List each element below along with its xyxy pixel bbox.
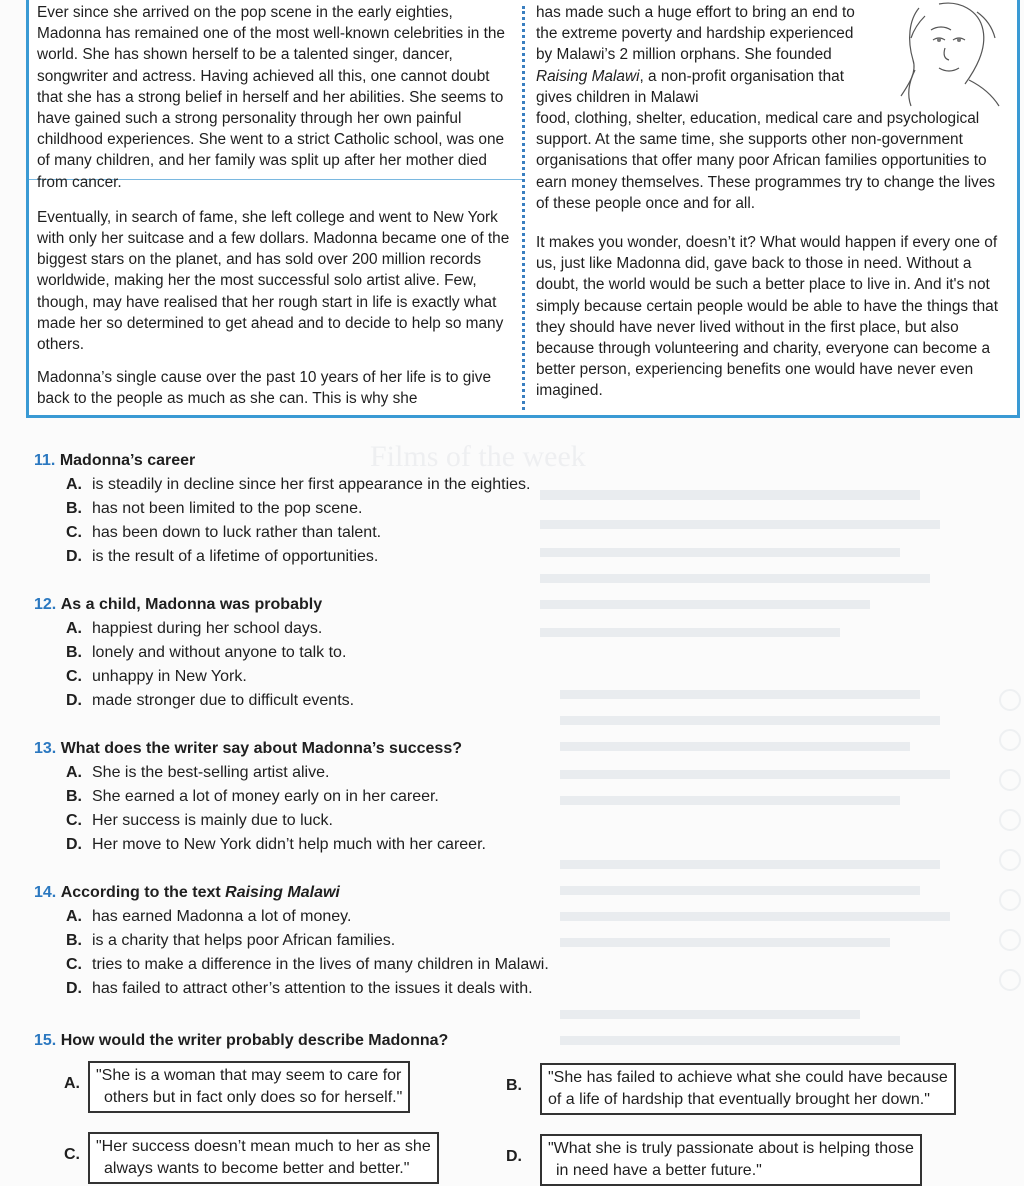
question-number: 13. [34, 740, 57, 757]
option-a[interactable]: A. is steadily in decline since her first appearance in the eighties. [66, 476, 531, 493]
option-d[interactable]: D. is the result of a lifetime of opportunities. [66, 548, 379, 565]
option-a[interactable]: A. has earned Madonna a lot of money. [66, 908, 352, 925]
question-number: 14. [34, 884, 57, 901]
question-11 [34, 449, 530, 569]
answer-label: A. [64, 1075, 80, 1092]
passage-paragraph-4-mid: , a non-profit organisation that gives children in Malawi [536, 67, 844, 106]
question-12 [34, 593, 354, 713]
quote-box: "She has failed to achieve what she could have because of a life of hardship that eventually brought her down." [540, 1063, 956, 1115]
question-stem-italic: Raising Malawi [225, 884, 340, 901]
option-d[interactable]: D. made stronger due to difficult events. [66, 692, 355, 709]
passage-paragraph-4-end: food, clothing, shelter, education, medical care and psychological support. At the same time, she supports other non-government organisations that offer many poor African families opportunities to earn money themselves. These programmes try to change the lives of these people once and for all. [536, 110, 996, 212]
ghost-title: Films of the week [370, 440, 586, 473]
answer-label: D. [506, 1148, 522, 1165]
passage-paragraph-1: Ever since she arrived on the pop scene in the early eighties, Madonna has remained one of the most well-known celebrities in the world. She has shown herself to be a talented singer, dancer, songwriter and actress. Having achieved all this, one cannot doubt that she has a strong belief in herself and her abilities. She seems to have gained such a strong personality through her own painful childhood experiences. She went to a strict Catholic school, was one of many children, and her family was split up after her mother died from cancer. [37, 4, 505, 191]
question-number: 12. [34, 596, 57, 613]
option-c[interactable]: C. has been down to luck rather than talent. [66, 524, 382, 541]
question-13 [34, 737, 486, 857]
option-d[interactable]: D. Her move to New York didn’t help much with her career. [66, 836, 486, 853]
passage-paragraph-3: Madonna’s single cause over the past 10 years of her life is to give back to the people as much as she can. This is why she [37, 369, 492, 408]
option-c[interactable]: C. tries to make a difference in the lives of many children in Malawi. [66, 956, 549, 973]
option-b[interactable]: B. has not been limited to the pop scene. [66, 500, 363, 517]
raising-malawi-title: Raising Malawi [536, 67, 640, 85]
passage-left-column [37, 2, 512, 422]
option-b[interactable]: B. lonely and without anyone to talk to. [66, 644, 347, 661]
passage-paragraph-5: It makes you wonder, doesn’t it? What would happen if every one of us, just like Madonna did, gave back to those in need. Without a doubt, the world would be such a better place to live in. And it's not simply because certain people would be able to have the things that they should have never lived without in the first place, but also because through volunteering and charity, everyone can become a better person, experiencing benefits one would have never even imagined. [536, 234, 999, 400]
column-divider [522, 6, 525, 410]
quote-box: "Her success doesn’t mean much to her as she always wants to become better and better." [88, 1132, 439, 1184]
option-d[interactable]: D. has failed to attract other’s attention to the issues it deals with. [66, 980, 533, 997]
reading-passage [26, 0, 1020, 418]
question-number: 11. [34, 452, 56, 469]
quote-box: "What she is truly passionate about is helping those in need have a better future." [540, 1134, 922, 1186]
passage-paragraph-4 [536, 2, 1012, 214]
passage-paragraph-4-start: has made such a huge effort to bring an end to the extreme poverty and hardship experienced by Malawi’s 2 million orphans. She founded [536, 4, 855, 64]
option-b[interactable]: B. She earned a lot of money early on in her career. [66, 788, 439, 805]
question-14 [34, 881, 549, 1001]
answer-label: C. [64, 1146, 80, 1163]
question-stem: Madonna’s career [59, 452, 196, 469]
option-b[interactable]: B. is a charity that helps poor African families. [66, 932, 396, 949]
option-a[interactable]: A. She is the best-selling artist alive. [66, 764, 330, 781]
question-stem: How would the writer probably describe Madonna? [60, 1032, 449, 1049]
question-stem: According to the text [60, 884, 226, 901]
question-15 [34, 1029, 448, 1053]
question-stem: As a child, Madonna was probably [60, 596, 323, 613]
passage-paragraph-2: Eventually, in search of fame, she left college and went to New York with only her suitcase and a few dollars. Madonna became one of the biggest stars on the planet, and has sold over 200 million records worldwide, making her the most successful solo artist alive. Few, though, may have realised that her rough start in life is exactly what made her so determined to get ahead and to decide to help so many others. [37, 208, 510, 354]
answer-label: B. [506, 1077, 522, 1094]
option-c[interactable]: C. Her success is mainly due to luck. [66, 812, 333, 829]
option-a[interactable]: A. happiest during her school days. [66, 620, 323, 637]
question-number: 15. [34, 1032, 57, 1049]
question-stem: What does the writer say about Madonna’s success? [60, 740, 462, 757]
passage-right-column [536, 2, 1012, 414]
quote-box: "She is a woman that may seem to care for others but in fact only does so for herself." [88, 1061, 410, 1113]
option-c[interactable]: C. unhappy in New York. [66, 668, 247, 685]
